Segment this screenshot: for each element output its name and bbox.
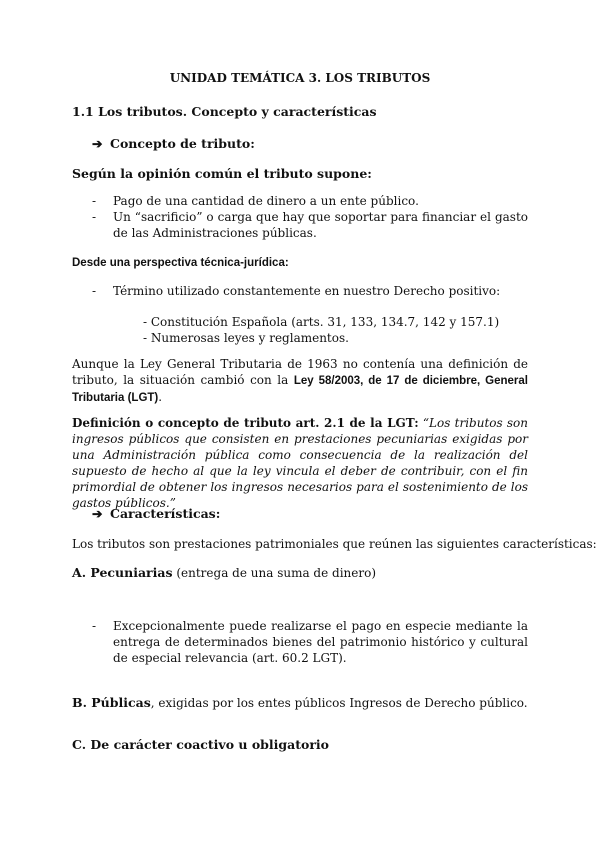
list-item-text: Un “sacrificio” o carga que hay que soportar para financiar el gasto de las Administraciones públicas. xyxy=(113,210,528,240)
concepto-heading xyxy=(92,136,255,152)
lgt-law-name: Ley 58/2003, de 17 de diciembre, General Tributaria (LGT) xyxy=(72,375,528,404)
definicion-label: Definición o concepto de tributo art. 2.1 de la LGT: xyxy=(72,416,419,430)
arrow-icon: ➔ xyxy=(92,506,103,521)
list-item-text: Excepcionalmente puede realizarse el pago en especie mediante la entrega de determinados bienes del patrimonio histórico y cultural de especial relevancia (art. 60.2 LGT). xyxy=(113,619,528,665)
arrow-icon: ➔ xyxy=(92,136,103,151)
list-item xyxy=(92,618,528,666)
char-a-label: A. Pecuniarias xyxy=(72,565,173,580)
list-item-text: Pago de una cantidad de dinero a un ente público. xyxy=(113,194,419,208)
dash-icon: - xyxy=(92,284,97,298)
list-item xyxy=(92,283,528,299)
char-a xyxy=(72,565,376,581)
dash-icon: - xyxy=(92,619,97,633)
lgt-text: Aunque la Ley General Tributaria de 1963 no contenía una definición de tributo, la situación cambió con la xyxy=(72,357,528,387)
char-b-text: , exigidas por los entes públicos Ingresos de Derecho público. xyxy=(150,696,528,710)
caracteristicas-intro: Los tributos son prestaciones patrimoniales que reúnen las siguientes características: xyxy=(72,537,597,551)
caracteristicas-heading xyxy=(92,506,220,522)
opinion-heading: Según la opinión común el tributo supone: xyxy=(72,166,372,181)
dash-icon: - xyxy=(92,194,97,208)
lgt-paragraph xyxy=(72,356,528,406)
caracteristicas-heading-text: Características: xyxy=(110,506,221,521)
sub-list-item: - Numerosas leyes y reglamentos. xyxy=(143,331,349,345)
char-c: C. De carácter coactivo u obligatorio xyxy=(72,737,330,752)
definicion-quote: “Los tributos son ingresos públicos que consisten en prestaciones pecuniarias exigidas por una Administración pública como consecuencia de la realización del supuesto de hecho al que la ley vincula el deber de contribuir, con el fin primordial de obtener los ingresos necesarios para el sostenimiento de los gastos públicos.” xyxy=(72,416,528,510)
char-b-label: B. Públicas xyxy=(72,695,151,710)
char-a-text: (entrega de una suma de dinero) xyxy=(172,566,377,580)
page-title: UNIDAD TEMÁTICA 3. LOS TRIBUTOS xyxy=(169,71,431,85)
lgt-end: . xyxy=(158,390,163,404)
dash-icon: - xyxy=(92,210,97,224)
list-item xyxy=(92,193,528,209)
char-b xyxy=(72,695,528,711)
section-heading: 1.1 Los tributos. Concepto y características xyxy=(72,104,377,119)
sub-list-item: - Constitución Española (arts. 31, 133, 134.7, 142 y 157.1) xyxy=(143,315,500,329)
perspectiva-heading: Desde una perspectiva técnica-jurídica: xyxy=(72,257,289,269)
list-item xyxy=(92,209,528,241)
definicion-paragraph xyxy=(72,415,528,511)
concepto-heading-text: Concepto de tributo: xyxy=(110,136,255,151)
list-item-text: Término utilizado constantemente en nuestro Derecho positivo: xyxy=(113,284,501,298)
